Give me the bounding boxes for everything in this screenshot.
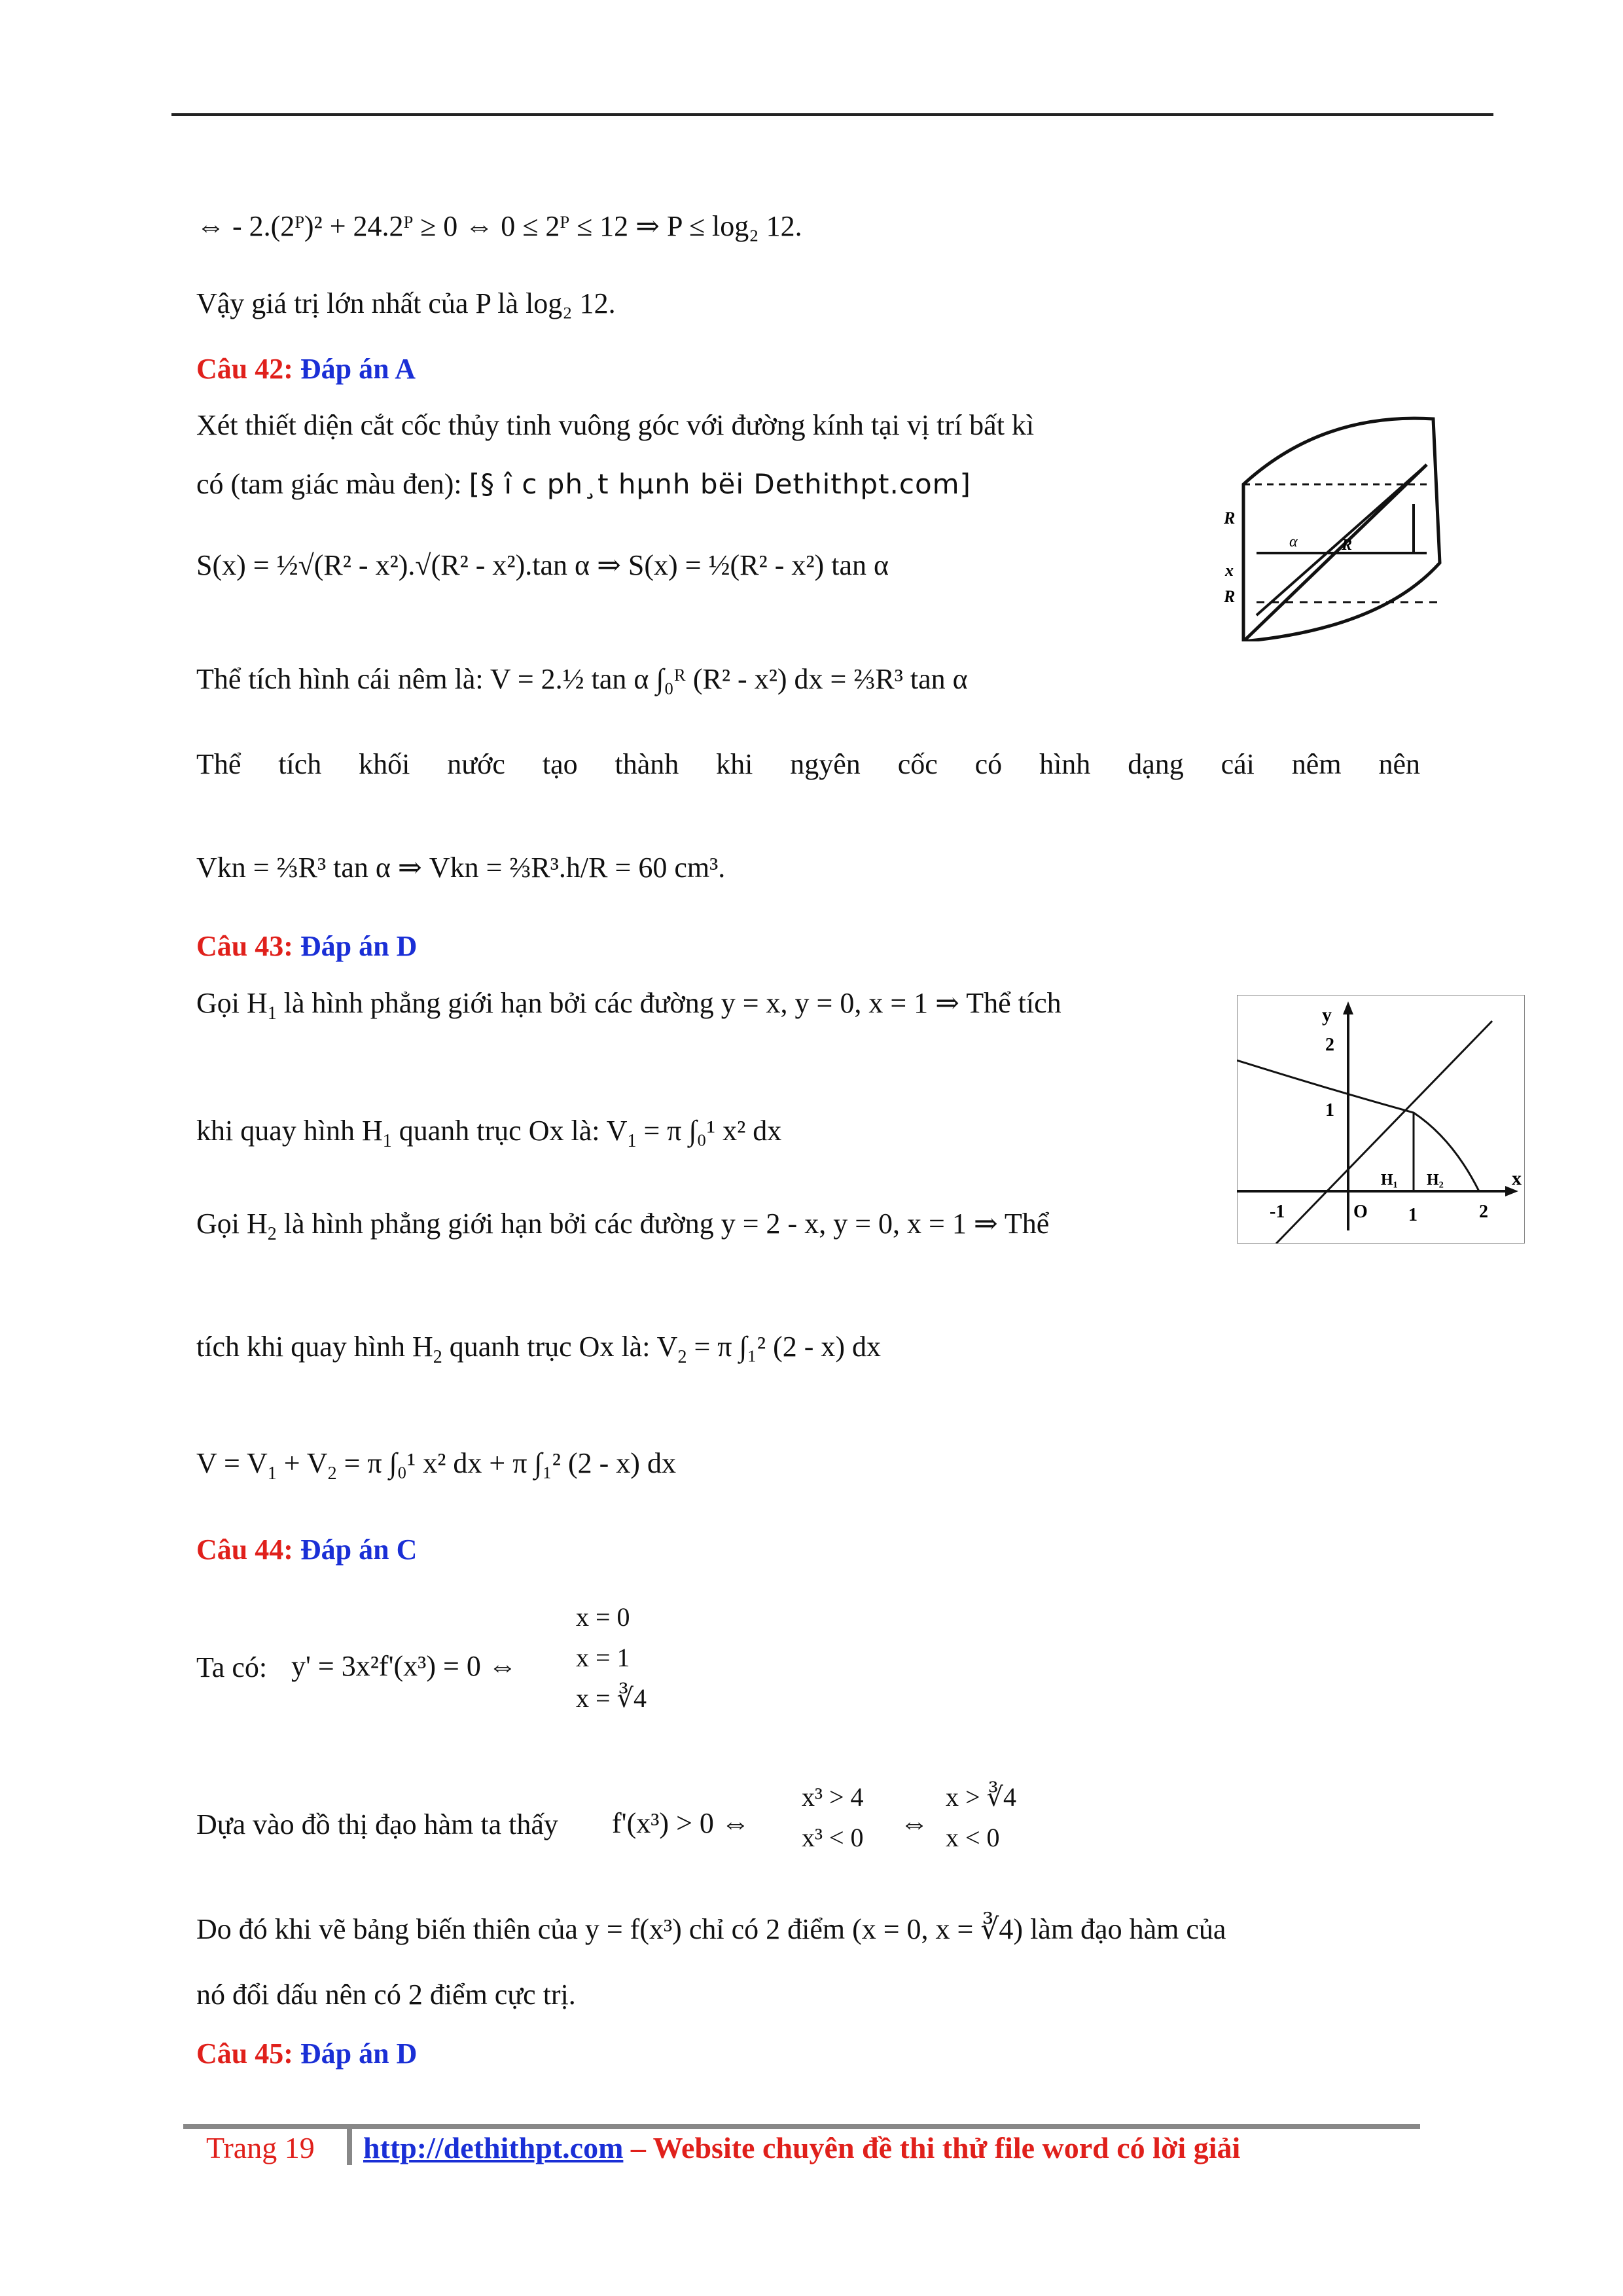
q43-p3-math: y = 2 - x, y = 0, x = 1 ⇒ (721, 1208, 998, 1240)
q42-vkn-formula: Vkn = ⅔R³ tan α ⇒ Vkn = ⅔R³.h/R = 60 cm³. (196, 852, 726, 884)
answer-label: Đáp án D (300, 930, 418, 962)
q44-cases-2: x > ∛4 x < 0 (946, 1782, 1017, 1852)
q43-p3-a: Gọi (196, 1208, 240, 1240)
watermark-text: [§ î c ph¸t hµnh bëi Dethithpt.com] (469, 468, 971, 500)
tick-x-neg1: -1 (1270, 1202, 1285, 1222)
q44-sign-condition: f'(x³) > 0 ⇔ (612, 1807, 750, 1839)
footer-separator (347, 2127, 352, 2165)
wedge-figure (1217, 393, 1466, 641)
header-rule (171, 113, 1493, 116)
q44-p3-c: làm đạo hàm của (1030, 1913, 1226, 1945)
page-number: Trang 19 (206, 2131, 315, 2164)
inequality-line: ⇔ - 2.(2ᴾ)² + 24.2ᴾ ≥ 0 ⇔ 0 ≤ 2ᴾ ≤ 12 ⇒ P ≤ log₂ 12. (196, 210, 802, 242)
q43-p2-a: khi quay hình (196, 1115, 355, 1147)
region-h1-label: H₁ (1381, 1172, 1398, 1189)
q43-total-volume: $V = V_1 + V_2 = \pi$ ∫₀¹ x² dx + π ∫₁² (2 - x) dx (196, 1447, 676, 1484)
wedge-label-r3: R (1224, 587, 1236, 606)
q42-paragraph-2 (196, 466, 971, 503)
q44-equivalent: ⇔ (900, 1807, 929, 1839)
wedge-label-x: x (1225, 561, 1234, 580)
question-label: Câu 42: (196, 353, 293, 385)
q44-paragraph-1: Ta có: (196, 1651, 268, 1683)
q43-p1-b: là hình phẳng giới hạn bởi các đường (283, 987, 714, 1019)
question-label: Câu 45: (196, 2037, 293, 2070)
answer-label: Đáp án D (300, 2037, 418, 2070)
wedge-label-r2: R (1342, 537, 1353, 554)
q43-p2-b: quanh trục Ox là: (399, 1115, 600, 1147)
q44-paragraph-2: Dựa vào đồ thị đạo hàm ta thấy (196, 1808, 558, 1840)
tick-x-1: 1 (1408, 1205, 1418, 1225)
graph-y-label: y (1322, 1004, 1332, 1026)
question-42-heading (196, 351, 416, 387)
tick-y-1: 1 (1325, 1100, 1334, 1121)
q43-p1-math: y = x, y = 0, x = 1 ⇒ (721, 987, 960, 1019)
q42-volume-line (196, 661, 968, 698)
q44-cases-1: x³ > 4 x³ < 0 (802, 1782, 864, 1852)
q43-p4-a: tích khi quay hình (196, 1331, 405, 1363)
tick-y-2: 2 (1325, 1035, 1334, 1055)
wedge-label-r1: R (1224, 509, 1236, 528)
graph-x-label: x (1512, 1168, 1522, 1189)
conclusion-math: log₂ 12. (526, 287, 616, 319)
q44-p3-a: Do đó khi vẽ bảng biến thiên của (196, 1913, 578, 1945)
q43-p3-b: là hình phẳng giới hạn bởi các đường (283, 1208, 714, 1240)
question-43-heading (196, 928, 417, 965)
q42-paragraph-1: Xét thiết diện cắt cốc thủy tinh vuông góc với đường kính tại vị trí bất kì (196, 409, 1035, 441)
footer-tagline: – Website chuyên đề thi thử file word có lời giải (623, 2131, 1241, 2164)
footer-link-line (363, 2130, 1240, 2165)
conclusion-text: Vậy giá trị lớn nhất của P là (196, 287, 519, 319)
q42-volume-text: Thể tích hình cái nêm là: (196, 663, 484, 695)
q43-paragraph-4: tích khi quay hình $H_2$ quanh trục Ox là: $V_2 = \pi$ ∫₁² (2 - x) dx (196, 1331, 882, 1367)
q44-paragraph-3: Do đó khi vẽ bảng biến thiên của y = f(x³) chỉ có 2 điểm (x = 0, x = ∛4) làm đạo hàm của (196, 1913, 1226, 1945)
q43-paragraph-3: Gọi $H_2$ là hình phẳng giới hạn bởi các đường y = 2 - x, y = 0, x = 1 ⇒ Thể (196, 1208, 1050, 1244)
footer-rule (183, 2124, 1420, 2129)
area-graph (1237, 995, 1525, 1244)
tick-x-origin: O (1353, 1202, 1368, 1222)
q44-p3-b: chỉ có 2 điểm (688, 1913, 846, 1945)
wedge-outline (1243, 418, 1440, 641)
answer-label: Đáp án C (300, 1534, 418, 1566)
q43-paragraph-1: Gọi $H_1$ là hình phẳng giới hạn bởi các đường y = x, y = 0, x = 1 ⇒ Thể tích (196, 987, 1061, 1024)
q42-paragraph-3: Thể tích khối nước tạo thành khi ngyên cốc có hình dạng cái nêm nên (196, 748, 1420, 780)
q43-p4-b: quanh trục Ox là: (449, 1331, 651, 1363)
q42-volume-math: V = 2.½ tan α ∫₀ᴿ (R² - x²) dx = ⅔R³ tan α (490, 663, 968, 695)
q44-derivative: y' = 3x²f'(x³) = 0 ⇔ (291, 1650, 517, 1682)
question-label: Câu 44: (196, 1534, 293, 1566)
q44-roots: x = 0 x = 1 x = ∛4 (576, 1602, 647, 1713)
region-h2-label: H₂ (1427, 1172, 1444, 1189)
q42-area-formula: S(x) = ½√(R² - x²).√(R² - x²).tan α ⇒ S(x) = ½(R² - x²) tan α (196, 549, 889, 581)
q43-p3-c: Thể (1004, 1208, 1050, 1240)
answer-label: Đáp án A (300, 353, 416, 385)
q43-p1-c: Thể tích (966, 987, 1061, 1019)
question-label: Câu 43: (196, 930, 293, 962)
question-44-heading (196, 1532, 417, 1568)
question-45-heading (196, 2036, 417, 2072)
q43-p1-a: Gọi (196, 987, 240, 1019)
tick-x-2: 2 (1479, 1202, 1488, 1222)
footer-url-link[interactable]: http://dethithpt.com (363, 2131, 624, 2164)
q42-paragraph-2-text: có (tam giác màu đen): (196, 468, 462, 500)
q43-paragraph-2: khi quay hình $H_1$ quanh trục Ox là: $V_1 = \pi$ ∫₀¹ x² dx (196, 1115, 782, 1151)
wedge-label-alpha: α (1289, 533, 1298, 550)
q44-paragraph-4: nó đổi dấu nên có 2 điểm cực trị. (196, 1979, 576, 2011)
conclusion-line (196, 285, 616, 322)
